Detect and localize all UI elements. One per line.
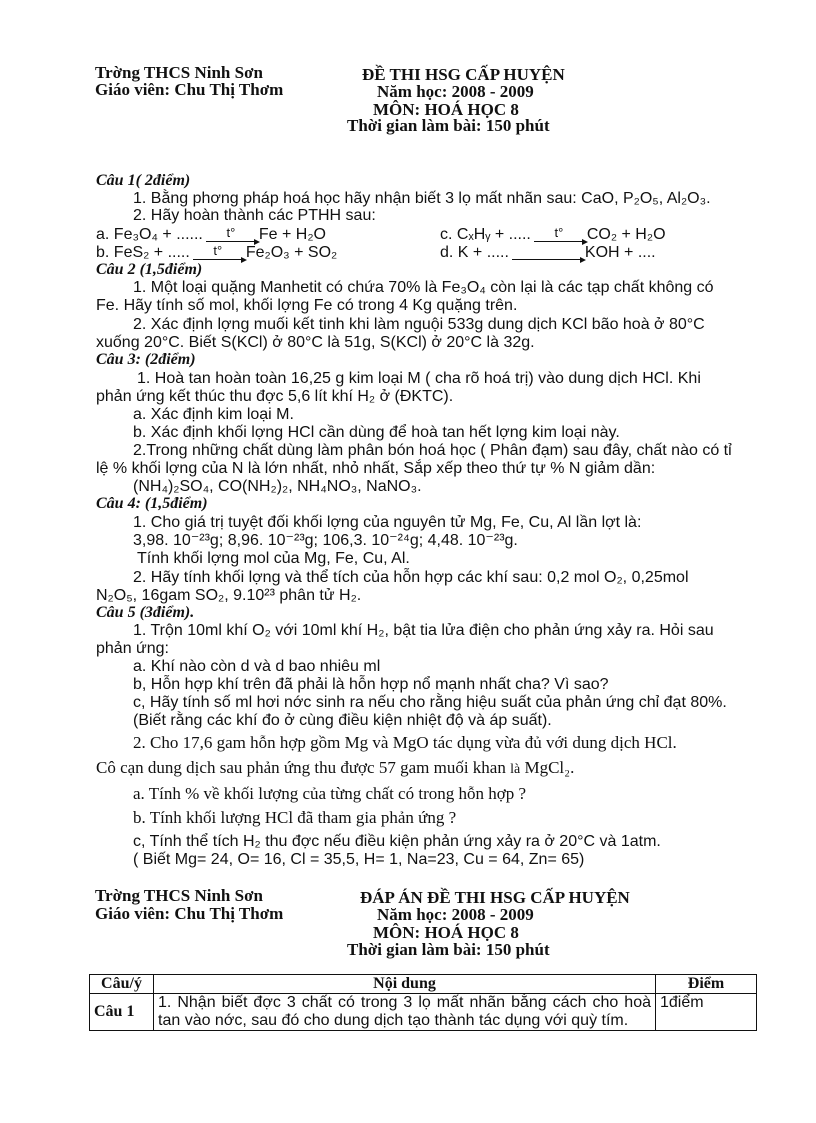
cau4-line1: 1. Cho giá trị tuyệt đối khối lợng của nguyên tử Mg, Fe, Cu, Al lần lợt là: (133, 514, 642, 531)
answer-school-name: Trờng THCS Ninh Sơn (95, 886, 263, 905)
cau2-line3: 2. Xác định lợng muối kết tinh khi làm nguội 533g dung dịch KCl bão hoà ở 80°C (133, 316, 705, 333)
cau4-line5: N₂O₅, 16gam SO₂, 9.10²³ phân tử H₂. (96, 587, 362, 604)
cau5-line3: a. Khí nào còn d và d bao nhiêu ml (133, 658, 381, 675)
subject: MÔN: HOÁ HỌC 8 (373, 100, 519, 119)
cau3-line6: lệ % khối lợng của N là lớn nhất, nhỏ nhất, Sắp xếp theo thứ tự % N giảm dần: (96, 460, 656, 477)
cau5-part2-line2c: MgCl₂. (524, 758, 575, 777)
cau4-line3: Tính khối lợng mol của Mg, Fe, Cu, Al. (137, 550, 410, 567)
exam-title: ĐỀ THI HSG CẤP HUYỆN (362, 65, 565, 84)
cau3-line7: (NH₄)₂SO₄, CO(NH₂)₂, NH₄NO₃, NaNO₃. (133, 478, 422, 495)
row-content: 1. Nhận biết đợc 3 chất có trong 3 lọ mất nhãn bằng cách cho hoà tan vào nớc, sau đó cho dung dịch tạo thành tác dụng với quỳ tím. (154, 994, 656, 1031)
cau5-q-c: c, Tính thể tích H₂ thu đợc nếu điều kiện phản ứng xảy ra ở 20°C và 1atm. (133, 833, 661, 850)
cau5-line2: phản ứng: (96, 640, 169, 657)
school-year: Năm học: 2008 - 2009 (377, 82, 534, 101)
cau4-line4: 2. Hãy tính khối lợng và thể tích của hỗn hợp các khí sau: 0,2 mol O₂, 0,25mol (133, 569, 689, 586)
arrow-label: t° (554, 225, 564, 241)
arrow-icon (534, 227, 584, 242)
eq-d-left: d. K + ..... (440, 244, 509, 261)
col-header-content: Nội dung (154, 975, 656, 994)
cau2-line2: Fe. Hãy tính số mol, khối lợng Fe có trong 4 Kg quặng trên. (96, 297, 518, 314)
cau1-line2: 2. Hãy hoàn thành các PTHH sau: (133, 207, 376, 224)
cau1-line1: 1. Bằng phơng pháp hoá học hãy nhận biết 3 lọ mất nhãn sau: CaO, P₂O₅, Al₂O₃. (133, 190, 711, 207)
cau1-title: Câu 1( 2điểm) (96, 172, 191, 189)
arrow-label: t° (213, 243, 223, 259)
cau5-part2-line2 (96, 759, 574, 779)
cau5-line4: b, Hỗn hợp khí trên đã phải là hỗn hợp nổ mạnh nhất cha? Vì sao? (133, 676, 609, 693)
cau5-part2-line2a: Cô cạn dung dịch sau phản ứng thu được 57 gam muối khan (96, 758, 506, 777)
cau2-line1: 1. Một loại quặng Manhetit có chứa 70% là Fe₃O₄ còn lại là các tạp chất không có (133, 279, 714, 296)
answer-school-year: Năm học: 2008 - 2009 (377, 905, 534, 924)
eq-b-right: Fe₂O₃ + SO₂ (245, 244, 338, 261)
cau5-part2-line2b: là (510, 762, 521, 777)
equation-c (440, 226, 666, 244)
cau3-line4: b. Xác định khối lợng HCl cần dùng để hoà tan hết lợng kim loại này. (133, 424, 620, 441)
answer-title: ĐÁP ÁN ĐỀ THI HSG CẤP HUYỆN (360, 888, 630, 907)
cau5-part2-text: Cho 17,6 gam hỗn hợp gồm Mg và MgO tác dụng vừa đủ với dung dịch HCl. (150, 733, 677, 752)
arrow-label: t° (226, 225, 236, 241)
cau5-line5: c, Hãy tính số ml hơi nớc sinh ra nếu cho rằng hiệu suất của phản ứng chỉ đạt 80%. (133, 694, 727, 711)
answer-time-limit: Thời gian làm bài: 150 phút (347, 940, 550, 959)
cau5-part2 (133, 734, 677, 752)
cau5-q-a: a. Tính % về khối lượng của từng chất có trong hỗn hợp ? (133, 784, 527, 803)
equation-d (440, 244, 656, 262)
equation-b (96, 244, 337, 262)
row-score: 1điểm (656, 994, 757, 1031)
eq-a-right: Fe + H₂O (258, 226, 326, 243)
arrow-icon (512, 245, 582, 260)
cau2-title: Câu 2 (1,5điểm) (96, 261, 203, 278)
school-name: Trờng THCS Ninh Sơn (95, 63, 263, 82)
teacher-name: Giáo viên: Chu Thị Thơm (95, 80, 284, 99)
table-row (90, 994, 757, 1031)
eq-c-left: c. CₓHᵧ + ..... (440, 226, 531, 243)
answer-teacher-name: Giáo viên: Chu Thị Thơm (95, 904, 284, 923)
row-question: Câu 1 (90, 994, 154, 1031)
cau5-line6: (Biết rằng các khí đo ở cùng điều kiện nhiệt độ và áp suất). (133, 712, 552, 729)
eq-a-left: a. Fe₃O₄ + ...... (96, 226, 203, 243)
cau5-line1: 1. Trộn 10ml khí O₂ với 10ml khí H₂, bật tia lửa điện cho phản ứng xảy ra. Hỏi sau (133, 622, 714, 639)
cau5-part2-number: 2. (133, 733, 146, 752)
arrow-icon (193, 245, 243, 260)
eq-d-right: KOH + .... (584, 244, 656, 261)
equation-a (96, 226, 326, 244)
arrow-icon (206, 227, 256, 242)
answer-table (89, 974, 757, 1031)
cau5-title: Câu 5 (3điểm). (96, 604, 195, 621)
col-header-score: Điểm (656, 975, 757, 994)
cau3-line5: 2.Trong những chất dùng làm phân bón hoá học ( Phân đạm) sau đây, chất nào có tỉ (133, 442, 732, 459)
answer-subject: MÔN: HOÁ HỌC 8 (373, 923, 519, 942)
table-header-row (90, 975, 757, 994)
cau3-line1: 1. Hoà tan hoàn toàn 16,25 g kim loại M ( cha rõ hoá trị) vào dung dịch HCl. Khi (137, 370, 701, 387)
eq-c-right: CO₂ + H₂O (586, 226, 666, 243)
cau4-title: Câu 4: (1,5điểm) (96, 495, 208, 512)
cau5-q-b: b. Tính khối lượng HCl đã tham gia phản ứng ? (133, 808, 457, 827)
col-header-question: Câu/ý (90, 975, 154, 994)
cau3-line2: phản ứng kết thúc thu đợc 5,6 lít khí H₂ ở (ĐKTC). (96, 388, 454, 405)
cau3-line3: a. Xác định kim loại M. (133, 406, 294, 423)
eq-b-left: b. FeS₂ + ..... (96, 244, 190, 261)
cau3-title: Câu 3: (2điểm) (96, 351, 196, 368)
time-limit: Thời gian làm bài: 150 phút (347, 116, 550, 135)
cau4-line2: 3,98. 10⁻²³g; 8,96. 10⁻²³g; 106,3. 10⁻²⁴g; 4,48. 10⁻²³g. (133, 532, 518, 549)
cau2-line4: xuống 20°C. Biết S(KCl) ở 80°C là 51g, S(KCl) ở 20°C là 32g. (96, 334, 535, 351)
cau5-atomic-masses: ( Biết Mg= 24, O= 16, Cl = 35,5, H= 1, Na=23, Cu = 64, Zn= 65) (133, 851, 585, 868)
